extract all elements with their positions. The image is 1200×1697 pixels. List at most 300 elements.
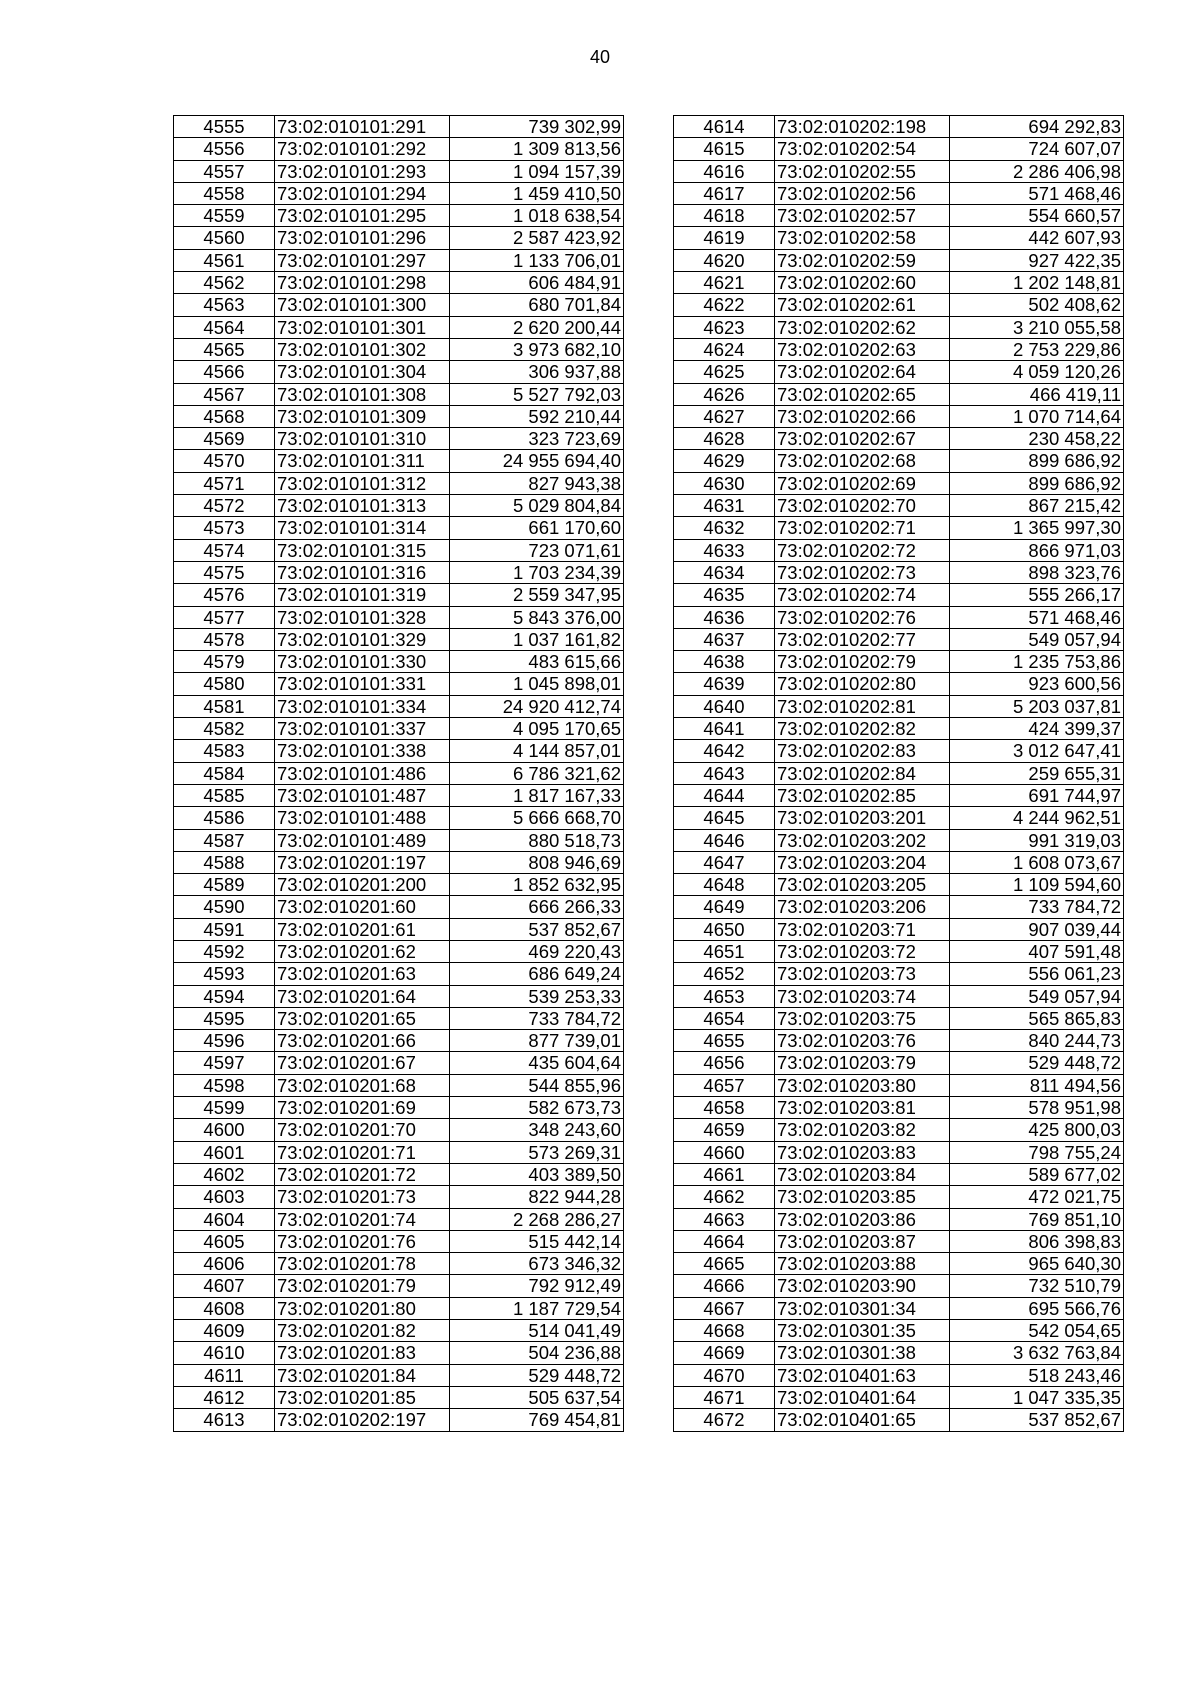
row-number-cell: 4638 (674, 651, 775, 673)
value-cell: 348 243,60 (450, 1119, 624, 1141)
row-number-cell: 4562 (174, 272, 275, 294)
cadastral-number-cell: 73:02:010202:70 (775, 495, 950, 517)
row-number-cell: 4569 (174, 428, 275, 450)
value-cell: 1 235 753,86 (950, 651, 1124, 673)
table-row (174, 472, 624, 494)
table-row (174, 584, 624, 606)
table-row (174, 1208, 624, 1230)
table-row (674, 963, 1124, 985)
value-cell: 798 755,24 (950, 1141, 1124, 1163)
value-cell: 469 220,43 (450, 940, 624, 962)
table-row (674, 160, 1124, 182)
table-row (174, 294, 624, 316)
table-row (174, 1364, 624, 1386)
cadastral-number-cell: 73:02:010202:59 (775, 249, 950, 271)
row-number-cell: 4666 (674, 1275, 775, 1297)
table-row (174, 985, 624, 1007)
row-number-cell: 4573 (174, 517, 275, 539)
row-number-cell: 4571 (174, 472, 275, 494)
table-row (174, 182, 624, 204)
table-row (674, 740, 1124, 762)
table-row (174, 1097, 624, 1119)
row-number-cell: 4583 (174, 740, 275, 762)
row-number-cell: 4602 (174, 1163, 275, 1185)
cadastral-number-cell: 73:02:010202:66 (775, 405, 950, 427)
value-cell: 549 057,94 (950, 985, 1124, 1007)
row-number-cell: 4609 (174, 1320, 275, 1342)
cadastral-number-cell: 73:02:010203:90 (775, 1275, 950, 1297)
value-cell: 5 203 037,81 (950, 695, 1124, 717)
row-number-cell: 4579 (174, 651, 275, 673)
cadastral-number-cell: 73:02:010203:80 (775, 1074, 950, 1096)
value-cell: 1 202 148,81 (950, 272, 1124, 294)
value-cell: 5 029 804,84 (450, 495, 624, 517)
table-row (174, 1030, 624, 1052)
table-row (174, 1186, 624, 1208)
value-cell: 792 912,49 (450, 1275, 624, 1297)
value-cell: 502 408,62 (950, 294, 1124, 316)
row-number-cell: 4643 (674, 762, 775, 784)
value-cell: 3 012 647,41 (950, 740, 1124, 762)
row-number-cell: 4585 (174, 784, 275, 806)
value-cell: 529 448,72 (450, 1364, 624, 1386)
row-number-cell: 4650 (674, 918, 775, 940)
cadastral-number-cell: 73:02:010202:82 (775, 718, 950, 740)
table-row (174, 316, 624, 338)
row-number-cell: 4642 (674, 740, 775, 762)
row-number-cell: 4572 (174, 495, 275, 517)
value-cell: 537 852,67 (450, 918, 624, 940)
cadastral-number-cell: 73:02:010201:200 (275, 874, 450, 896)
table-row (674, 517, 1124, 539)
row-number-cell: 4598 (174, 1074, 275, 1096)
row-number-cell: 4663 (674, 1208, 775, 1230)
cadastral-number-cell: 73:02:010101:315 (275, 539, 450, 561)
value-cell: 544 855,96 (450, 1074, 624, 1096)
row-number-cell: 4557 (174, 160, 275, 182)
row-number-cell: 4581 (174, 695, 275, 717)
cadastral-number-cell: 73:02:010202:198 (775, 116, 950, 138)
row-number-cell: 4568 (174, 405, 275, 427)
cadastral-number-cell: 73:02:010203:204 (775, 851, 950, 873)
value-cell: 539 253,33 (450, 985, 624, 1007)
cadastral-table-right (673, 115, 1124, 1432)
row-number-cell: 4561 (174, 249, 275, 271)
value-cell: 866 971,03 (950, 539, 1124, 561)
row-number-cell: 4657 (674, 1074, 775, 1096)
cadastral-number-cell: 73:02:010201:65 (275, 1007, 450, 1029)
value-cell: 573 269,31 (450, 1141, 624, 1163)
value-cell: 306 937,88 (450, 361, 624, 383)
cadastral-number-cell: 73:02:010201:69 (275, 1097, 450, 1119)
cadastral-number-cell: 73:02:010203:79 (775, 1052, 950, 1074)
table-row (174, 1230, 624, 1252)
table-row (174, 383, 624, 405)
table-row (674, 1364, 1124, 1386)
row-number-cell: 4629 (674, 450, 775, 472)
value-cell: 466 419,11 (950, 383, 1124, 405)
row-number-cell: 4555 (174, 116, 275, 138)
row-number-cell: 4558 (174, 182, 275, 204)
table-row (174, 1320, 624, 1342)
cadastral-number-cell: 73:02:010101:294 (275, 182, 450, 204)
cadastral-number-cell: 73:02:010201:84 (275, 1364, 450, 1386)
value-cell: 898 323,76 (950, 561, 1124, 583)
value-cell: 259 655,31 (950, 762, 1124, 784)
cadastral-number-cell: 73:02:010101:314 (275, 517, 450, 539)
table-row (174, 1253, 624, 1275)
row-number-cell: 4610 (174, 1342, 275, 1364)
cadastral-number-cell: 73:02:010201:60 (275, 896, 450, 918)
row-number-cell: 4566 (174, 361, 275, 383)
table-row (174, 918, 624, 940)
row-number-cell: 4618 (674, 205, 775, 227)
row-number-cell: 4646 (674, 829, 775, 851)
row-number-cell: 4665 (674, 1253, 775, 1275)
value-cell: 666 266,33 (450, 896, 624, 918)
cadastral-number-cell: 73:02:010201:76 (275, 1230, 450, 1252)
value-cell: 733 784,72 (450, 1007, 624, 1029)
cadastral-number-cell: 73:02:010202:83 (775, 740, 950, 762)
cadastral-number-cell: 73:02:010101:301 (275, 316, 450, 338)
row-number-cell: 4576 (174, 584, 275, 606)
cadastral-number-cell: 73:02:010101:308 (275, 383, 450, 405)
table-row (174, 784, 624, 806)
row-number-cell: 4606 (174, 1253, 275, 1275)
table-row (174, 160, 624, 182)
value-cell: 1 133 706,01 (450, 249, 624, 271)
cadastral-number-cell: 73:02:010101:328 (275, 606, 450, 628)
table-row (174, 405, 624, 427)
cadastral-number-cell: 73:02:010101:319 (275, 584, 450, 606)
row-number-cell: 4578 (174, 628, 275, 650)
cadastral-number-cell: 73:02:010101:311 (275, 450, 450, 472)
row-number-cell: 4631 (674, 495, 775, 517)
value-cell: 24 955 694,40 (450, 450, 624, 472)
table-row (674, 205, 1124, 227)
cadastral-number-cell: 73:02:010201:78 (275, 1253, 450, 1275)
row-number-cell: 4567 (174, 383, 275, 405)
cadastral-number-cell: 73:02:010202:58 (775, 227, 950, 249)
table-row (174, 249, 624, 271)
cadastral-number-cell: 73:02:010101:337 (275, 718, 450, 740)
value-cell: 769 851,10 (950, 1208, 1124, 1230)
value-cell: 3 632 763,84 (950, 1342, 1124, 1364)
row-number-cell: 4560 (174, 227, 275, 249)
row-number-cell: 4623 (674, 316, 775, 338)
cadastral-number-cell: 73:02:010101:338 (275, 740, 450, 762)
table-row (174, 450, 624, 472)
table-row (674, 584, 1124, 606)
value-cell: 1 037 161,82 (450, 628, 624, 650)
value-cell: 483 615,66 (450, 651, 624, 673)
cadastral-number-cell: 73:02:010201:61 (275, 918, 450, 940)
table-row (174, 116, 624, 138)
cadastral-number-cell: 73:02:010201:68 (275, 1074, 450, 1096)
cadastral-number-cell: 73:02:010201:79 (275, 1275, 450, 1297)
value-cell: 3 973 682,10 (450, 338, 624, 360)
cadastral-number-cell: 73:02:010201:62 (275, 940, 450, 962)
cadastral-table-left (173, 115, 624, 1432)
value-cell: 537 852,67 (950, 1409, 1124, 1431)
value-cell: 1 852 632,95 (450, 874, 624, 896)
value-cell: 808 946,69 (450, 851, 624, 873)
value-cell: 680 701,84 (450, 294, 624, 316)
table-row (674, 428, 1124, 450)
row-number-cell: 4626 (674, 383, 775, 405)
cadastral-number-cell: 73:02:010203:73 (775, 963, 950, 985)
row-number-cell: 4577 (174, 606, 275, 628)
row-number-cell: 4597 (174, 1052, 275, 1074)
value-cell: 435 604,64 (450, 1052, 624, 1074)
row-number-cell: 4595 (174, 1007, 275, 1029)
row-number-cell: 4601 (174, 1141, 275, 1163)
value-cell: 1 187 729,54 (450, 1297, 624, 1319)
table-row (174, 673, 624, 695)
cadastral-number-cell: 73:02:010201:72 (275, 1163, 450, 1185)
value-cell: 923 600,56 (950, 673, 1124, 695)
row-number-cell: 4612 (174, 1386, 275, 1408)
cadastral-number-cell: 73:02:010201:73 (275, 1186, 450, 1208)
value-cell: 739 302,99 (450, 116, 624, 138)
cadastral-number-cell: 73:02:010101:309 (275, 405, 450, 427)
value-cell: 1 045 898,01 (450, 673, 624, 695)
value-cell: 5 527 792,03 (450, 383, 624, 405)
table-row (674, 249, 1124, 271)
value-cell: 323 723,69 (450, 428, 624, 450)
cadastral-number-cell: 73:02:010202:84 (775, 762, 950, 784)
cadastral-number-cell: 73:02:010202:197 (275, 1409, 450, 1431)
table-row (174, 829, 624, 851)
cadastral-number-cell: 73:02:010202:73 (775, 561, 950, 583)
row-number-cell: 4644 (674, 784, 775, 806)
value-cell: 565 865,83 (950, 1007, 1124, 1029)
row-number-cell: 4625 (674, 361, 775, 383)
value-cell: 1 070 714,64 (950, 405, 1124, 427)
row-number-cell: 4637 (674, 628, 775, 650)
value-cell: 822 944,28 (450, 1186, 624, 1208)
table-row (674, 405, 1124, 427)
cadastral-number-cell: 73:02:010203:72 (775, 940, 950, 962)
row-number-cell: 4651 (674, 940, 775, 962)
cadastral-number-cell: 73:02:010101:312 (275, 472, 450, 494)
value-cell: 769 454,81 (450, 1409, 624, 1431)
table-row (174, 1074, 624, 1096)
row-number-cell: 4662 (674, 1186, 775, 1208)
cadastral-number-cell: 73:02:010101:298 (275, 272, 450, 294)
row-number-cell: 4670 (674, 1364, 775, 1386)
cadastral-number-cell: 73:02:010201:82 (275, 1320, 450, 1342)
value-cell: 827 943,38 (450, 472, 624, 494)
table-row (674, 561, 1124, 583)
table-row (674, 495, 1124, 517)
value-cell: 724 607,07 (950, 138, 1124, 160)
row-number-cell: 4613 (174, 1409, 275, 1431)
cadastral-number-cell: 73:02:010202:55 (775, 160, 950, 182)
cadastral-number-cell: 73:02:010201:74 (275, 1208, 450, 1230)
row-number-cell: 4603 (174, 1186, 275, 1208)
row-number-cell: 4660 (674, 1141, 775, 1163)
row-number-cell: 4596 (174, 1030, 275, 1052)
value-cell: 811 494,56 (950, 1074, 1124, 1096)
row-number-cell: 4624 (674, 338, 775, 360)
cadastral-number-cell: 73:02:010203:71 (775, 918, 950, 940)
cadastral-number-cell: 73:02:010101:310 (275, 428, 450, 450)
value-cell: 899 686,92 (950, 450, 1124, 472)
cadastral-number-cell: 73:02:010101:487 (275, 784, 450, 806)
value-cell: 589 677,02 (950, 1163, 1124, 1185)
value-cell: 472 021,75 (950, 1186, 1124, 1208)
table-row (174, 517, 624, 539)
value-cell: 554 660,57 (950, 205, 1124, 227)
value-cell: 2 559 347,95 (450, 584, 624, 606)
row-number-cell: 4664 (674, 1230, 775, 1252)
row-number-cell: 4648 (674, 874, 775, 896)
row-number-cell: 4633 (674, 539, 775, 561)
table-row (674, 272, 1124, 294)
row-number-cell: 4640 (674, 695, 775, 717)
table-row (674, 606, 1124, 628)
row-number-cell: 4590 (174, 896, 275, 918)
cadastral-number-cell: 73:02:010202:81 (775, 695, 950, 717)
table-row (674, 673, 1124, 695)
value-cell: 691 744,97 (950, 784, 1124, 806)
cadastral-number-cell: 73:02:010202:80 (775, 673, 950, 695)
table-row (674, 361, 1124, 383)
table-row (674, 1297, 1124, 1319)
value-cell: 542 054,65 (950, 1320, 1124, 1342)
table-row (674, 1230, 1124, 1252)
row-number-cell: 4556 (174, 138, 275, 160)
cadastral-number-cell: 73:02:010301:38 (775, 1342, 950, 1364)
value-cell: 549 057,94 (950, 628, 1124, 650)
cadastral-number-cell: 73:02:010101:304 (275, 361, 450, 383)
value-cell: 518 243,46 (950, 1364, 1124, 1386)
value-cell: 2 286 406,98 (950, 160, 1124, 182)
row-number-cell: 4599 (174, 1097, 275, 1119)
table-row (674, 116, 1124, 138)
cadastral-number-cell: 73:02:010201:64 (275, 985, 450, 1007)
cadastral-number-cell: 73:02:010203:87 (775, 1230, 950, 1252)
cadastral-number-cell: 73:02:010301:34 (775, 1297, 950, 1319)
cadastral-number-cell: 73:02:010203:74 (775, 985, 950, 1007)
value-cell: 425 800,03 (950, 1119, 1124, 1141)
value-cell: 442 607,93 (950, 227, 1124, 249)
value-cell: 907 039,44 (950, 918, 1124, 940)
table-row (674, 1320, 1124, 1342)
table-row (674, 1119, 1124, 1141)
value-cell: 556 061,23 (950, 963, 1124, 985)
row-number-cell: 4654 (674, 1007, 775, 1029)
table-row (174, 940, 624, 962)
cadastral-number-cell: 73:02:010101:295 (275, 205, 450, 227)
cadastral-number-cell: 73:02:010202:54 (775, 138, 950, 160)
cadastral-number-cell: 73:02:010203:84 (775, 1163, 950, 1185)
row-number-cell: 4661 (674, 1163, 775, 1185)
row-number-cell: 4636 (674, 606, 775, 628)
table-row (174, 1386, 624, 1408)
value-cell: 555 266,17 (950, 584, 1124, 606)
value-cell: 424 399,37 (950, 718, 1124, 740)
table-row (174, 1409, 624, 1431)
cadastral-number-cell: 73:02:010203:202 (775, 829, 950, 851)
cadastral-number-cell: 73:02:010101:316 (275, 561, 450, 583)
table-row (674, 227, 1124, 249)
cadastral-number-cell: 73:02:010202:60 (775, 272, 950, 294)
value-cell: 592 210,44 (450, 405, 624, 427)
cadastral-number-cell: 73:02:010202:61 (775, 294, 950, 316)
table-row (174, 428, 624, 450)
cadastral-number-cell: 73:02:010101:334 (275, 695, 450, 717)
table-row (674, 138, 1124, 160)
cadastral-number-cell: 73:02:010101:488 (275, 807, 450, 829)
row-number-cell: 4671 (674, 1386, 775, 1408)
table-row (674, 1253, 1124, 1275)
table-row (674, 1386, 1124, 1408)
table-row (174, 272, 624, 294)
row-number-cell: 4605 (174, 1230, 275, 1252)
table-row (174, 807, 624, 829)
row-number-cell: 4669 (674, 1342, 775, 1364)
cadastral-number-cell: 73:02:010101:330 (275, 651, 450, 673)
table-row (174, 1297, 624, 1319)
page-number: 40 (589, 47, 611, 67)
cadastral-number-cell: 73:02:010201:80 (275, 1297, 450, 1319)
table-row (174, 718, 624, 740)
value-cell: 880 518,73 (450, 829, 624, 851)
table-row (174, 1052, 624, 1074)
value-cell: 1 309 813,56 (450, 138, 624, 160)
row-number-cell: 4588 (174, 851, 275, 873)
table-row (674, 182, 1124, 204)
value-cell: 571 468,46 (950, 182, 1124, 204)
table-row (174, 1007, 624, 1029)
row-number-cell: 4559 (174, 205, 275, 227)
table-row (174, 1163, 624, 1185)
cadastral-number-cell: 73:02:010401:65 (775, 1409, 950, 1431)
value-cell: 733 784,72 (950, 896, 1124, 918)
value-cell: 927 422,35 (950, 249, 1124, 271)
table-row (674, 1186, 1124, 1208)
value-cell: 694 292,83 (950, 116, 1124, 138)
value-cell: 5 843 376,00 (450, 606, 624, 628)
table-row (174, 539, 624, 561)
value-cell: 4 144 857,01 (450, 740, 624, 762)
row-number-cell: 4627 (674, 405, 775, 427)
cadastral-number-cell: 73:02:010201:83 (275, 1342, 450, 1364)
value-cell: 504 236,88 (450, 1342, 624, 1364)
table-row (174, 851, 624, 873)
cadastral-number-cell: 73:02:010203:76 (775, 1030, 950, 1052)
value-cell: 686 649,24 (450, 963, 624, 985)
table-row (674, 985, 1124, 1007)
table-row (674, 896, 1124, 918)
row-number-cell: 4652 (674, 963, 775, 985)
row-number-cell: 4619 (674, 227, 775, 249)
value-cell: 1 094 157,39 (450, 160, 624, 182)
value-cell: 1 459 410,50 (450, 182, 624, 204)
table-row (674, 1007, 1124, 1029)
cadastral-number-cell: 73:02:010401:63 (775, 1364, 950, 1386)
value-cell: 899 686,92 (950, 472, 1124, 494)
cadastral-number-cell: 73:02:010203:85 (775, 1186, 950, 1208)
row-number-cell: 4607 (174, 1275, 275, 1297)
cadastral-number-cell: 73:02:010101:292 (275, 138, 450, 160)
value-cell: 3 210 055,58 (950, 316, 1124, 338)
cadastral-number-cell: 73:02:010203:86 (775, 1208, 950, 1230)
cadastral-number-cell: 73:02:010202:64 (775, 361, 950, 383)
cadastral-number-cell: 73:02:010101:291 (275, 116, 450, 138)
